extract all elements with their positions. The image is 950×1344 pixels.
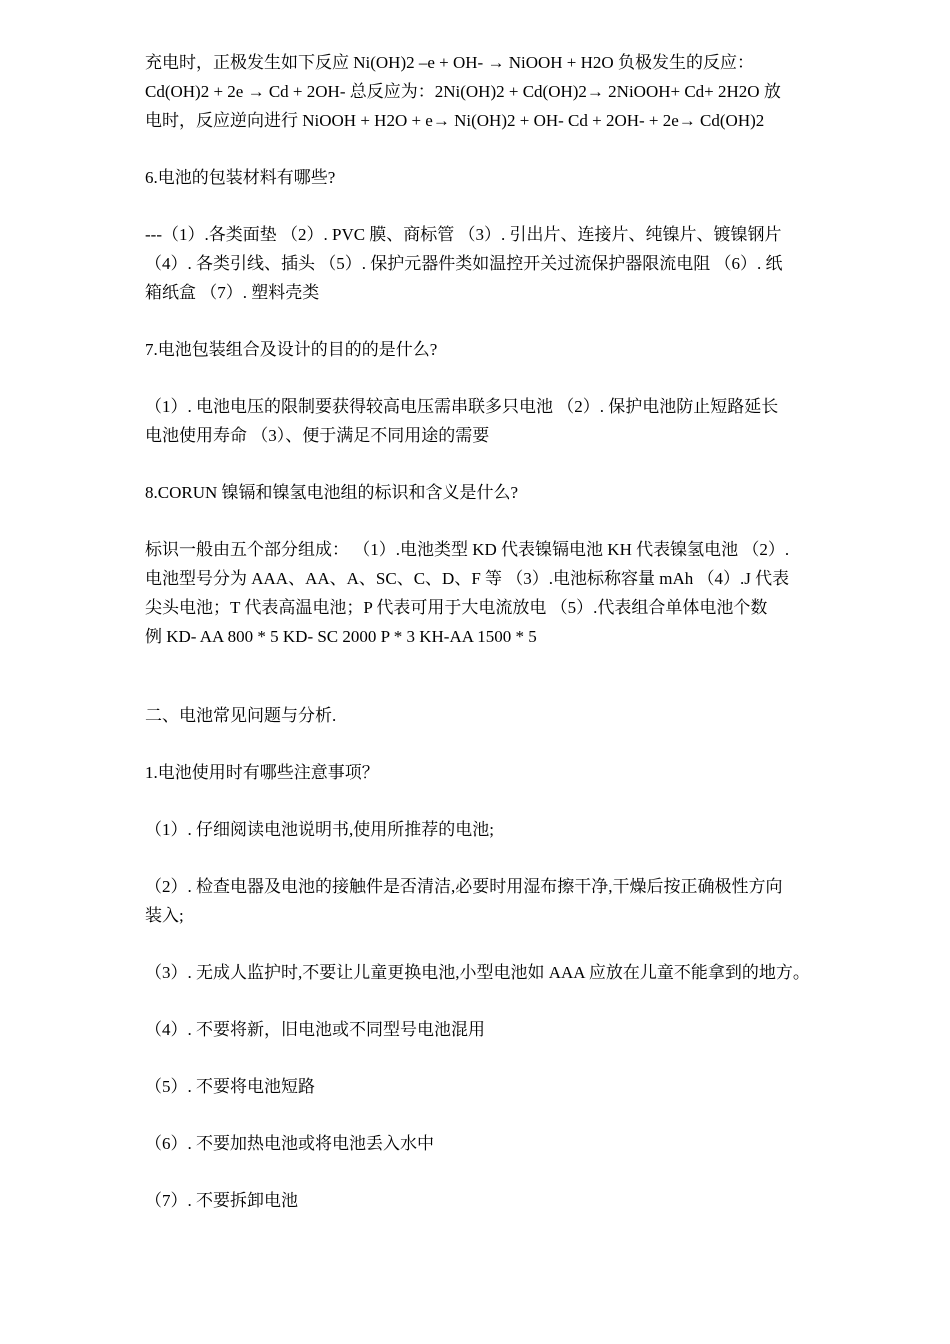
precaution-text: 装入; bbox=[145, 906, 184, 925]
precaution-text: （4）. 不要将新，旧电池或不同型号电池混用 bbox=[145, 1020, 485, 1039]
question-text: 8.CORUN 镍镉和镍氢电池组的标识和含义是什么? bbox=[145, 483, 519, 502]
q6-answer bbox=[145, 220, 905, 307]
precaution-text: （7）. 不要拆卸电池 bbox=[145, 1191, 298, 1210]
q8-answer bbox=[145, 535, 905, 651]
answer-line: 电池使用寿命 （3）、便于满足不同用途的需要 bbox=[145, 426, 490, 445]
precaution-text: （5）. 不要将电池短路 bbox=[145, 1077, 315, 1096]
answer-line: 箱纸盒 （7）. 塑料壳类 bbox=[145, 283, 320, 302]
precaution-text: （2）. 检查电器及电池的接触件是否清洁,必要时用湿布擦干净,干燥后按正确极性方向 bbox=[145, 877, 783, 896]
answer-line: 尖头电池；T 代表高温电池；P 代表可用于大电流放电 （5）.代表组合单体电池个数 bbox=[145, 598, 768, 617]
precaution-item bbox=[145, 1015, 905, 1044]
precaution-item bbox=[145, 1072, 905, 1101]
q6-question bbox=[145, 163, 905, 192]
reaction-line: 电时，反应逆向进行 NiOOH + H2O + e→ Ni(OH)2 + OH- Cd + 2OH- + 2e→ Cd(OH)2 bbox=[145, 111, 765, 130]
precaution-item bbox=[145, 1129, 905, 1158]
question-text: 1.电池使用时有哪些注意事项？ bbox=[145, 763, 379, 782]
precaution-item bbox=[145, 872, 905, 930]
precaution-item bbox=[145, 1186, 905, 1215]
precaution-text: （6）. 不要加热电池或将电池丢入水中 bbox=[145, 1134, 434, 1153]
precaution-text: （3）. 无成人监护时,不要让儿童更换电池,小型电池如 AAA 应放在儿童不能拿到的地方。 bbox=[145, 963, 810, 982]
q7-question bbox=[145, 335, 905, 364]
reaction-line: 充电时，正极发生如下反应 Ni(OH)2 –e + OH- → NiOOH + H2O 负极发生的反应： bbox=[145, 53, 754, 72]
question-text: 7.电池包装组合及设计的目的的是什么? bbox=[145, 340, 438, 359]
answer-line: 电池型号分为 AAA、AA、A、SC、C、D、F 等 （3）.电池标称容量 mAh （4）.J 代表 bbox=[145, 569, 790, 588]
section-title: 二、电池常见问题与分析. bbox=[145, 706, 337, 725]
section-question bbox=[145, 758, 905, 787]
reaction-line: Cd(OH)2 + 2e → Cd + 2OH- 总反应为：2Ni(OH)2 + Cd(OH)2→ 2NiOOH+ Cd+ 2H2O 放 bbox=[145, 82, 781, 101]
q8-question bbox=[145, 478, 905, 507]
answer-line: （4）. 各类引线、插头 （5）. 保护元器件类如温控开关过流保护器限流电阻 （6）. 纸 bbox=[145, 254, 783, 273]
precaution-text: （1）. 仔细阅读电池说明书,使用所推荐的电池; bbox=[145, 820, 494, 839]
answer-line: 标识一般由五个部分组成： （1）.电池类型 KD 代表镍镉电池 KH 代表镍氢电池 （2）. bbox=[145, 540, 790, 559]
section-heading bbox=[145, 701, 905, 730]
precaution-item bbox=[145, 958, 905, 987]
document-page bbox=[145, 48, 905, 1215]
q7-answer bbox=[145, 392, 905, 450]
answer-line: （1）. 电池电压的限制要获得较高电压需串联多只电池 （2）. 保护电池防止短路延长 bbox=[145, 397, 779, 416]
question-text: 6.电池的包装材料有哪些? bbox=[145, 168, 336, 187]
answer-line: ---（1）.各类面垫 （2）. PVC 膜、商标管 （3）. 引出片、连接片、纯镍片、镀镍钢片 bbox=[145, 225, 782, 244]
reaction-paragraph bbox=[145, 48, 905, 135]
answer-line: 例 KD- AA 800 * 5 KD- SC 2000 P * 3 KH-AA 1500 * 5 bbox=[145, 627, 537, 646]
precaution-item bbox=[145, 815, 905, 844]
